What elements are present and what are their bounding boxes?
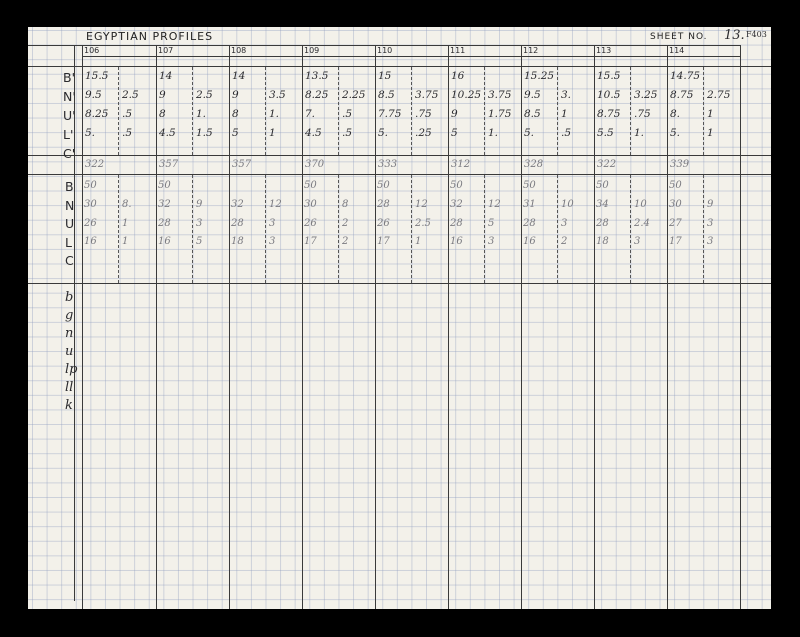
cell-value: 7.75	[378, 108, 402, 120]
cell-value-sub: 2	[342, 218, 349, 229]
cell-value: 28	[596, 218, 609, 229]
dashed-divider-s1	[265, 67, 266, 155]
cell-value: 17	[304, 236, 317, 247]
cell-value: 32	[450, 199, 463, 210]
cell-value-sub: .25	[415, 127, 432, 139]
cell-value-sub: 12	[488, 199, 501, 210]
cell-value: 50	[669, 180, 682, 191]
cell-value: 8	[159, 108, 166, 120]
cell-value-sub: .5	[122, 108, 133, 120]
cell-value: 9	[159, 89, 166, 101]
row-label-primed: B'	[63, 70, 76, 85]
cell-value-sub: 1	[561, 108, 568, 120]
column-number: 110	[377, 46, 393, 55]
sheet-number: 13.	[724, 28, 745, 43]
cell-value: 8.25	[85, 108, 109, 120]
cell-value: 5.	[378, 127, 389, 139]
rule-column-0	[82, 45, 83, 609]
row-label-primed: L'	[63, 127, 74, 142]
cell-value: 26	[84, 218, 97, 229]
cell-value-sub: 1.5	[196, 127, 213, 139]
rule-section1-bottom	[28, 155, 771, 156]
cell-value: 31	[523, 199, 536, 210]
cell-value: 50	[377, 180, 390, 191]
rule-column-4	[375, 45, 376, 609]
sheet-number-label: SHEET NO.	[650, 32, 708, 42]
cell-value-sub: 1	[415, 236, 422, 247]
cell-value-sub: 3	[269, 236, 276, 247]
dashed-divider-s1	[411, 67, 412, 155]
cell-value-sub: 3	[269, 218, 276, 229]
cell-value: 10.25	[451, 89, 482, 101]
cell-value-sub: .75	[634, 108, 651, 120]
cell-value: 15.5	[597, 70, 621, 82]
cell-value: 9.5	[85, 89, 102, 101]
dashed-divider-s2	[484, 175, 485, 283]
cell-value: 18	[596, 236, 609, 247]
dashed-divider-s1	[118, 67, 119, 155]
column-number: 108	[231, 46, 247, 55]
column-number: 114	[669, 46, 685, 55]
cell-value: 14.75	[670, 70, 701, 82]
cell-value-sub: 1.	[488, 127, 499, 139]
cell-value: 30	[84, 199, 97, 210]
column-number: 111	[450, 46, 466, 55]
dashed-divider-s1	[557, 67, 558, 155]
cell-value: 14	[232, 70, 246, 82]
cell-value-sub: 1.75	[488, 108, 512, 120]
cell-value: 14	[159, 70, 173, 82]
cell-value-sub: 2	[342, 236, 349, 247]
cell-value-sub: .75	[415, 108, 432, 120]
cell-value: 5.5	[597, 127, 614, 139]
dashed-divider-s1	[192, 67, 193, 155]
cell-value-sub: 3.75	[415, 89, 439, 101]
cell-value: 50	[523, 180, 536, 191]
row-label-lower: k	[65, 398, 73, 413]
cell-value-sub: 1	[122, 236, 129, 247]
cell-value: 28	[158, 218, 171, 229]
cell-value-sub: .5	[122, 127, 133, 139]
row-label-lower: u	[65, 344, 74, 359]
cell-value-sub: 2	[561, 236, 568, 247]
dashed-divider-s2	[338, 175, 339, 283]
pencil-total: 370	[305, 159, 325, 170]
cell-value-sub: 2.5	[196, 89, 213, 101]
rule-column-8	[667, 45, 668, 609]
rule-column-5	[448, 45, 449, 609]
cell-value: 8.75	[670, 89, 694, 101]
cell-value-sub: 3.5	[269, 89, 286, 101]
row-label: L	[65, 234, 72, 250]
cell-value: 8.	[670, 108, 681, 120]
cell-value-sub: 10	[634, 199, 647, 210]
cell-value: 4.5	[159, 127, 176, 139]
row-label-primed: N'	[63, 89, 76, 104]
cell-value-sub: 2.75	[707, 89, 731, 101]
cell-value: 5.	[670, 127, 681, 139]
cell-value-sub: 8.	[122, 199, 132, 210]
cell-value: 50	[596, 180, 609, 191]
cell-value: 5	[451, 127, 458, 139]
cell-value-sub: 2.5	[415, 218, 431, 229]
rule-column-1	[156, 45, 157, 609]
row-label-lower: n	[65, 326, 74, 341]
dashed-divider-s2	[192, 175, 193, 283]
pencil-total: 333	[378, 159, 398, 170]
cell-value: 16	[450, 236, 463, 247]
column-number: 106	[84, 46, 100, 55]
column-number: 109	[304, 46, 320, 55]
cell-value-sub: 1	[707, 127, 714, 139]
row-label: B	[65, 179, 74, 194]
cell-value: 18	[231, 236, 244, 247]
rule-column-6	[521, 45, 522, 609]
dashed-divider-s2	[703, 175, 704, 283]
dashed-divider-s1	[338, 67, 339, 155]
cell-value: 5	[232, 127, 239, 139]
row-label-lower: lp	[65, 362, 78, 377]
cell-value: 50	[304, 180, 317, 191]
dashed-divider-s1	[484, 67, 485, 155]
cell-value-sub: .5	[342, 127, 353, 139]
cell-value: 17	[669, 236, 682, 247]
row-label-lower: ll	[65, 380, 74, 395]
sheet-title: EGYPTIAN PROFILES	[86, 30, 214, 43]
row-label-lower: g	[65, 308, 74, 323]
dashed-divider-s2	[411, 175, 412, 283]
pencil-total: 357	[159, 159, 179, 170]
rule-section1-top	[28, 66, 771, 67]
cell-value: 16	[84, 236, 97, 247]
rule-section2-bottom	[28, 283, 771, 284]
cell-value-sub: 1	[707, 108, 714, 120]
cell-value-sub: 3	[634, 236, 641, 247]
cell-value: 5.	[524, 127, 535, 139]
cell-value-sub: 9	[707, 199, 714, 210]
cell-value-sub: 3.	[561, 89, 572, 101]
cell-value: 9.5	[524, 89, 541, 101]
cell-value-sub: 8	[342, 199, 349, 210]
cell-value: 8	[232, 108, 239, 120]
rule-label-column	[74, 45, 75, 601]
cell-value: 16	[158, 236, 171, 247]
cell-value-sub: 3	[196, 218, 203, 229]
cell-value: 30	[304, 199, 317, 210]
row-label: N	[65, 197, 75, 213]
cell-value: 28	[377, 199, 390, 210]
cell-value: 17	[377, 236, 390, 247]
pencil-total: 328	[524, 159, 544, 170]
pencil-total: 322	[597, 159, 617, 170]
column-number: 107	[158, 46, 174, 55]
pencil-total: 339	[670, 159, 690, 170]
dashed-divider-s2	[118, 175, 119, 283]
cell-value: 50	[450, 180, 463, 191]
dashed-divider-s2	[265, 175, 266, 283]
rule-column-9	[740, 45, 741, 609]
cell-value: 10.5	[597, 89, 621, 101]
cell-value-sub: 1.	[196, 108, 207, 120]
cell-value-sub: 3	[488, 236, 495, 247]
rule-column-3	[302, 45, 303, 609]
cell-value-sub: 1	[269, 127, 276, 139]
column-number: 113	[596, 46, 612, 55]
cell-value-sub: .5	[342, 108, 353, 120]
cell-value: 34	[596, 199, 609, 210]
cell-value: 15.5	[85, 70, 109, 82]
cell-value: 32	[158, 199, 171, 210]
cell-value-sub: 9	[196, 199, 203, 210]
rule-header	[82, 56, 740, 57]
cell-value: 7.	[305, 108, 316, 120]
cell-value: 8.5	[378, 89, 395, 101]
dashed-divider-s1	[703, 67, 704, 155]
cell-value: 26	[304, 218, 317, 229]
cell-value: 16	[451, 70, 465, 82]
cell-value: 4.5	[305, 127, 322, 139]
cell-value-sub: 3	[561, 218, 568, 229]
cell-value: 50	[158, 180, 171, 191]
cell-value-sub: 3	[707, 236, 714, 247]
cell-value: 28	[450, 218, 463, 229]
cell-value-sub: 5	[196, 236, 203, 247]
row-label: U	[65, 216, 75, 231]
rule-section2-top	[28, 174, 771, 175]
cell-value: 5.	[85, 127, 96, 139]
cell-value: 28	[523, 218, 536, 229]
cell-value: 16	[523, 236, 536, 247]
row-label-primed: U'	[63, 108, 76, 123]
dashed-divider-s1	[630, 67, 631, 155]
cell-value-sub: 1	[122, 218, 129, 229]
cell-value-sub: 1.	[634, 127, 645, 139]
cell-value-sub: 2.25	[342, 89, 366, 101]
cell-value: 15.25	[524, 70, 555, 82]
cell-value-sub: 3	[707, 218, 714, 229]
cell-value-sub: 3.25	[634, 89, 658, 101]
row-label-lower: b	[65, 290, 74, 305]
cell-value: 8.75	[597, 108, 621, 120]
dashed-divider-s2	[557, 175, 558, 283]
cell-value: 8.5	[524, 108, 541, 120]
cell-value: 28	[231, 218, 244, 229]
row-label-primed: C'	[63, 146, 76, 161]
cell-value: 50	[84, 180, 97, 191]
cell-value-sub: 3.75	[488, 89, 512, 101]
cell-value-sub: 1.	[269, 108, 280, 120]
cell-value: 27	[669, 218, 682, 229]
cell-value: 30	[669, 199, 682, 210]
pencil-total: 357	[232, 159, 252, 170]
rule-column-2	[229, 45, 230, 609]
cell-value: 8.25	[305, 89, 329, 101]
cell-value: 26	[377, 218, 390, 229]
cell-value: 9	[451, 108, 458, 120]
cell-value-sub: 5	[488, 218, 495, 229]
pencil-total: 322	[85, 159, 105, 170]
rule-column-7	[594, 45, 595, 609]
pencil-total: 312	[451, 159, 471, 170]
cell-value-sub: 10	[561, 199, 574, 210]
cell-value: 15	[378, 70, 392, 82]
cell-value: 32	[231, 199, 244, 210]
cell-value-sub: 2.4	[634, 218, 650, 229]
cell-value-sub: 12	[415, 199, 428, 210]
sheet-reference: F403	[746, 30, 767, 39]
cell-value: 9	[232, 89, 239, 101]
cell-value-sub: .5	[561, 127, 572, 139]
cell-value-sub: 2.5	[122, 89, 139, 101]
record-sheet	[28, 27, 771, 609]
cell-value-sub: 12	[269, 199, 282, 210]
cell-value: 13.5	[305, 70, 329, 82]
column-number: 112	[523, 46, 539, 55]
row-label: C	[65, 253, 74, 268]
dashed-divider-s2	[630, 175, 631, 283]
